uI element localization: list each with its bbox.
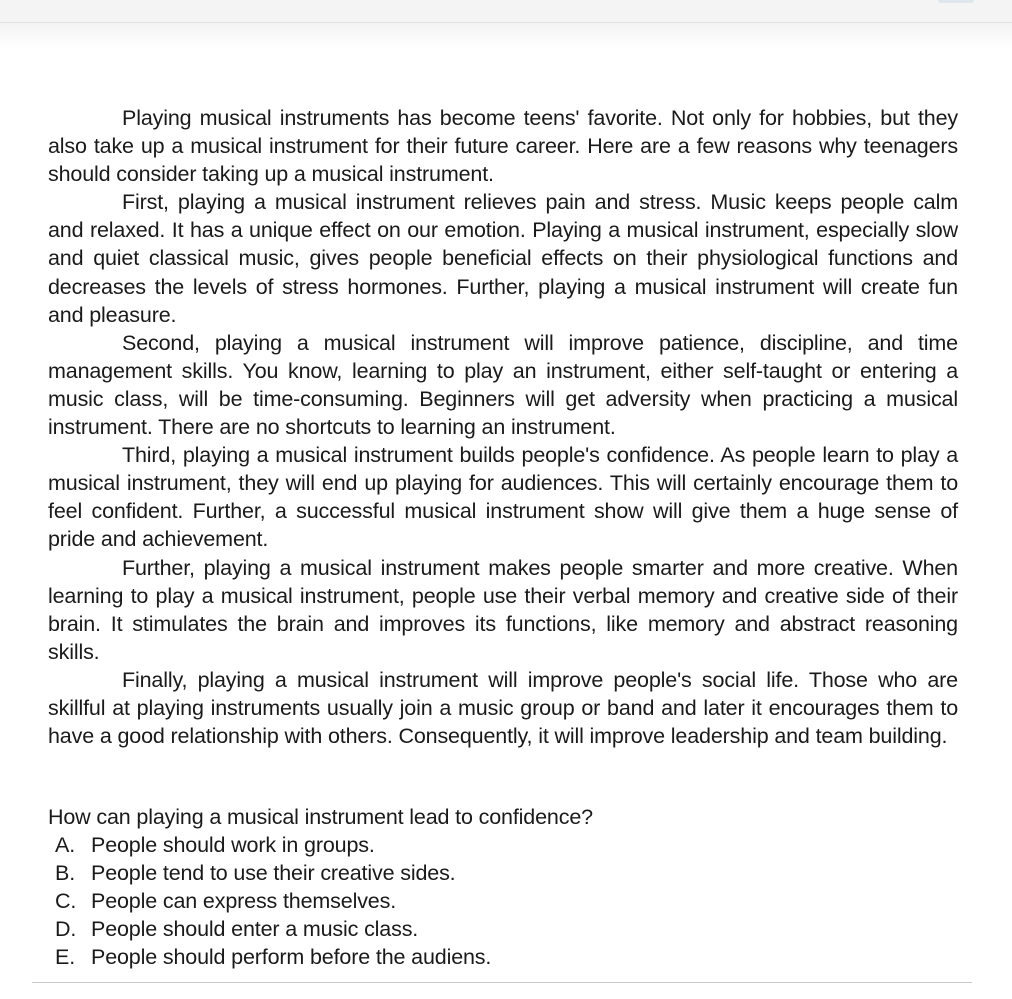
passage-paragraph-2: First, playing a musical instrument relieves pain and stress. Music keeps people calm and relaxed. It has a unique effect on our emotion. Playing a musical instrument, especially slow and quiet classical music, gives people beneficial effects on their physiological functions and decreases the levels of stress hormones. Further, playing a musical instrument will create fun and pleasure. bbox=[48, 190, 958, 327]
option-a-text: People should work in groups. bbox=[91, 833, 375, 858]
passage-paragraph-5: Further, playing a musical instrument makes people smarter and more creative. When learning to play a musical instrument, people use their verbal memory and creative side of their brain. It stimulates the brain and improves its functions, like memory and abstract reasoning skills. bbox=[48, 555, 958, 664]
option-c[interactable] bbox=[55, 887, 958, 915]
toolbar-accent bbox=[938, 0, 974, 3]
toolbar-shadow bbox=[0, 23, 1012, 49]
option-e-text: People should perform before the audiens. bbox=[91, 945, 492, 970]
option-d[interactable] bbox=[55, 915, 958, 943]
option-e[interactable] bbox=[55, 943, 958, 971]
option-d-text: People should enter a music class. bbox=[91, 917, 419, 942]
top-toolbar bbox=[0, 0, 1012, 23]
option-a-letter: A. bbox=[55, 833, 76, 858]
passage-paragraph-1: Playing musical instruments has become teens' favorite. Not only for hobbies, but they also take up a musical instrument for their future career. Here are a few reasons why teenagers should consider taking up a musical instrument. bbox=[48, 106, 958, 187]
option-e-letter: E. bbox=[55, 945, 76, 970]
passage-paragraph-4: Third, playing a musical instrument builds people's confidence. As people learn to play a musical instrument, they will end up playing for audiences. This will certainly encourage them to feel confident. Further, a successful musical instrument show will give them a huge sense of pride and achievement. bbox=[48, 443, 958, 552]
passage-paragraph-3: Second, playing a musical instrument will improve patience, discipline, and time management skills. You know, learning to play an instrument, either self-taught or entering a music class, will be time-consuming. Beginners will get adversity when practicing a musical instrument. There are no shortcuts to learning an instrument. bbox=[48, 330, 958, 440]
option-b-text: People tend to use their creative sides. bbox=[91, 861, 456, 886]
answer-options bbox=[48, 831, 958, 971]
option-c-letter: C. bbox=[55, 889, 77, 914]
option-c-text: People can express themselves. bbox=[91, 889, 397, 914]
option-b[interactable] bbox=[55, 859, 958, 887]
bottom-divider bbox=[32, 982, 972, 983]
option-a[interactable] bbox=[55, 831, 958, 859]
passage-paragraph-6: Finally, playing a musical instrument will improve people's social life. Those who are skillful at playing instruments usually join a music group or band and later it encourages them to have a good relationship with others. Consequently, it will improve leadership and team building. bbox=[48, 667, 958, 749]
reading-passage bbox=[48, 104, 958, 750]
question-text: How can playing a musical instrument lead to confidence? bbox=[48, 805, 593, 829]
question-block bbox=[48, 803, 958, 972]
option-b-letter: B. bbox=[55, 861, 76, 886]
option-d-letter: D. bbox=[55, 917, 77, 942]
